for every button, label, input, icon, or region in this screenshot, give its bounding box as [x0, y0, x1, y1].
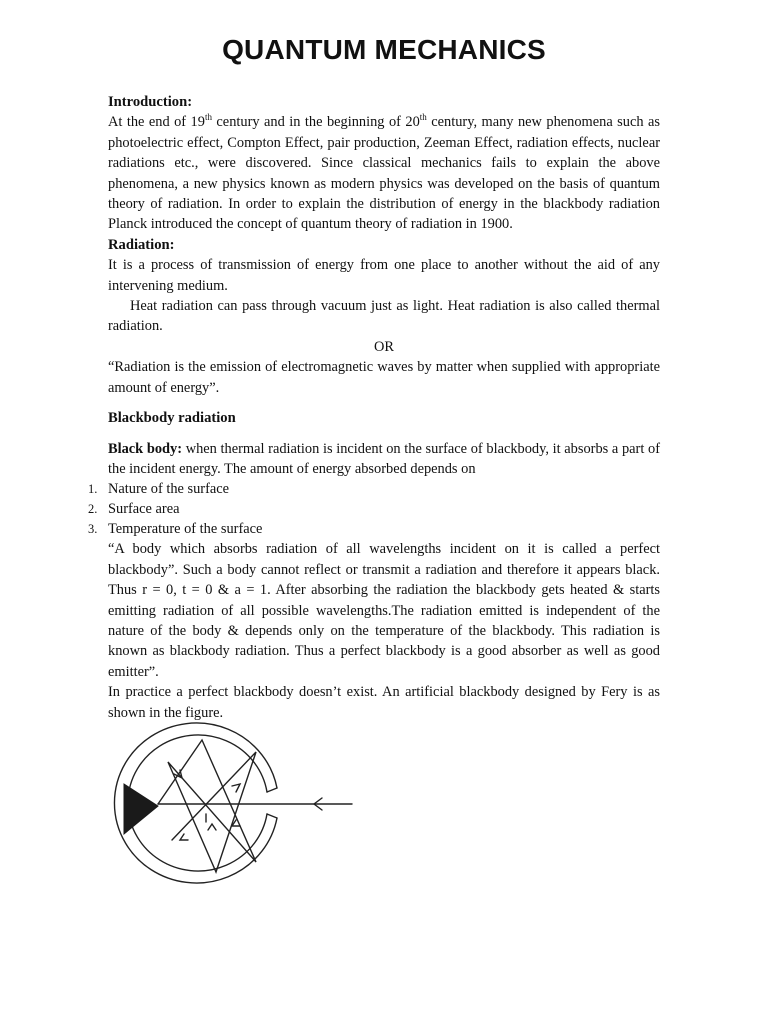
document-body [88, 92, 660, 723]
reflection-path [158, 740, 256, 872]
heat-radiation-paragraph: Heat radiation can pass through vacuum just as light. Heat radiation is also called thermal radiation. [108, 298, 660, 335]
radiation-quote: “Radiation is the emission of electromagnetic waves by matter when supplied with appropriate amount of energy”. [108, 359, 660, 396]
perfect-blackbody-definition: “A body which absorbs radiation of all wavelengths incident on it is called a perfect blackbody”. Such a body cannot reflect or transmit a radiation and therefore it appears black. Thus r = 0, t = 0 & a = 1. After absorbing the radiation the blackbody gets heated & starts emitting radiation of all possible wavelengths.The radiation emitted is independent of the nature of the body & depends only on the temperature of the blackbody. This radiation is known as blackbody radiation. Thus a perfect blackbody is a good absorber as well as good emitter”. [108, 541, 660, 680]
fery-blackbody-figure [106, 722, 358, 906]
black-body-label: Black body: [108, 440, 183, 457]
black-body-paragraph: Black body: when thermal radiation is incident on the surface of blackbody, it absorbs a part of the incident energy. The amount of energy absorbed depends on [108, 440, 660, 477]
or-separator: OR [374, 338, 394, 355]
blackbody-radiation-heading: Blackbody radiation [108, 410, 236, 427]
aperture-edge-bottom [267, 814, 277, 818]
list-item: 3. Temperature of the surface [88, 521, 263, 538]
introduction-heading: Introduction: [108, 94, 193, 110]
radiation-paragraph: It is a process of transmission of energy from one place to another without the aid of any intervening medium. [108, 257, 660, 294]
hat-mark [208, 824, 216, 830]
fery-blackbody-paragraph: In practice a perfect blackbody doesn’t exist. An artificial blackbody designed by Fery is as shown in the figure. [108, 684, 660, 721]
conical-absorber [124, 784, 158, 834]
list-item: 1. Nature of the surface [88, 481, 230, 498]
radiation-heading: Radiation: [108, 236, 175, 253]
absorption-factors-list [88, 479, 660, 539]
list-item: 2. Surface area [88, 501, 180, 518]
aperture-edge-top [267, 788, 277, 792]
page-title: QUANTUM MECHANICS [222, 34, 546, 65]
introduction-paragraph: At the end of 19th century and in the beginning of 20th century, many new phenomena such as photoelectric effect, Compton Effect, pair production, Zeeman Effect, radiation effects, nuclear radiations etc., were discovered. Since classical mechanics fails to explain the above phenomena, a new physics known as modern physics was developed on the basis of quantum theory of radiation. In order to explain the distribution of energy in the blackbody radiation Planck introduced the concept of quantum theory of radiation in 1900. [108, 112, 660, 233]
